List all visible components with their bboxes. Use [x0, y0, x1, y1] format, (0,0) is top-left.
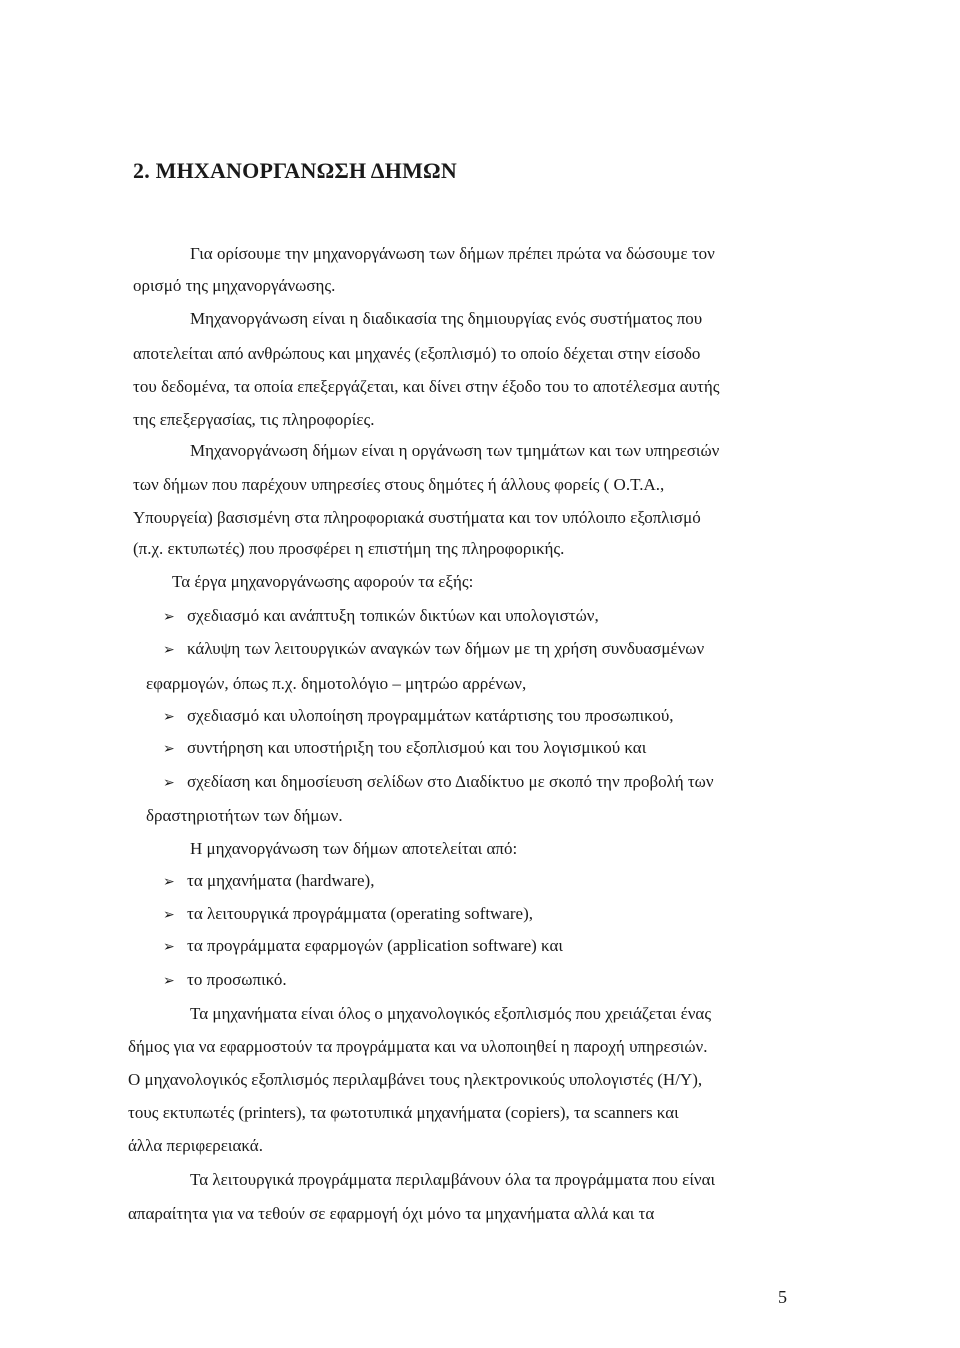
text-line: απαραίτητα για να τεθούν σε εφαρμογή όχι μόνο τα μηχανήματα αλλά και τα	[128, 1204, 655, 1223]
text-line: Μηχανοργάνωση δήμων είναι η οργάνωση των τμημάτων και των υπηρεσιών	[190, 441, 720, 460]
arrow-bullet-icon: ➢	[163, 742, 175, 757]
arrow-bullet-icon: ➢	[163, 643, 175, 658]
list-item-text: τα μηχανήματα (hardware),	[187, 871, 375, 890]
list-item	[163, 771, 714, 795]
text-line: δραστηριοτήτων των δήμων.	[146, 806, 343, 825]
list-item-text: συντήρηση και υποστήριξη του εξοπλισμού και του λογισμικού και	[187, 738, 647, 757]
arrow-bullet-icon: ➢	[163, 610, 175, 625]
text-line: της επεξεργασίας, τις πληροφορίες.	[133, 410, 375, 429]
list-item-text: σχεδιασμό και υλοποίηση προγραμμάτων κατάρτισης του προσωπικού,	[187, 706, 674, 725]
list-item-text: σχεδιασμό και ανάπτυξη τοπικών δικτύων και υπολογιστών,	[187, 606, 599, 625]
text-line: δήμος για να εφαρμοστούν τα προγράμματα και να υλοποιηθεί η παροχή υπηρεσιών.	[128, 1037, 708, 1056]
list-item-text: σχεδίαση και δημοσίευση σελίδων στο Διαδίκτυο με σκοπό την προβολή των	[187, 772, 714, 791]
text-line: των δήμων που παρέχουν υπηρεσίες στους δημότες ή άλλους φορείς ( Ο.Τ.Α.,	[133, 475, 665, 494]
arrow-bullet-icon: ➢	[163, 908, 175, 923]
text-line: Τα έργα μηχανοργάνωσης αφορούν τα εξής:	[172, 572, 474, 591]
text-line: του δεδομένα, τα οποία επεξεργάζεται, και δίνει στην έξοδο του το αποτέλεσμα αυτής	[133, 377, 720, 396]
text-line: Ο μηχανολογικός εξοπλισμός περιλαμβάνει τους ηλεκτρονικούς υπολογιστές (Η/Υ),	[128, 1070, 703, 1089]
list-item-text: τα λειτουργικά προγράμματα (operating software),	[187, 904, 533, 923]
text-line: Για ορίσουμε την μηχανοργάνωση των δήμων πρέπει πρώτα να δώσουμε τον	[190, 244, 715, 263]
text-line: (π.χ. εκτυπωτές) που προσφέρει η επιστήμη της πληροφορικής.	[133, 539, 565, 558]
text-line: Η μηχανοργάνωση των δήμων αποτελείται από:	[190, 839, 518, 858]
text-line: ορισμό της μηχανοργάνωσης.	[133, 276, 336, 295]
page-number: 5	[778, 1287, 787, 1307]
list-item	[163, 935, 563, 959]
text-line: αποτελείται από ανθρώπους και μηχανές (εξοπλισμό) το οποίο δέχεται στην είσοδο	[133, 344, 701, 363]
list-item-text: κάλυψη των λειτουργικών αναγκών των δήμων με τη χρήση συνδυασμένων	[187, 639, 705, 658]
arrow-bullet-icon: ➢	[163, 875, 175, 890]
text-line: άλλα περιφερειακά.	[128, 1136, 263, 1155]
list-item	[163, 705, 674, 729]
list-item	[163, 870, 374, 894]
text-line: Τα μηχανήματα είναι όλος ο μηχανολογικός εξοπλισμός που χρειάζεται ένας	[190, 1004, 712, 1023]
text-line: τους εκτυπωτές (printers), τα φωτοτυπικά μηχανήματα (copiers), τα scanners και	[128, 1103, 679, 1122]
section-heading: 2. ΜΗΧΑΝΟΡΓΑΝΩΣΗ ΔΗΜΩΝ	[133, 158, 457, 183]
text-line: εφαρμογών, όπως π.χ. δημοτολόγιο – μητρώο αρρένων,	[146, 674, 527, 693]
arrow-bullet-icon: ➢	[163, 710, 175, 725]
list-item	[163, 969, 287, 993]
list-item	[163, 638, 704, 662]
text-line: Μηχανοργάνωση είναι η διαδικασία της δημιουργίας ενός συστήματος που	[190, 309, 703, 328]
list-item-text: το προσωπικό.	[187, 970, 287, 989]
arrow-bullet-icon: ➢	[163, 940, 175, 955]
list-item	[163, 605, 599, 629]
list-item	[163, 737, 646, 761]
list-item-text: τα προγράμματα εφαρμογών (application software) και	[187, 936, 563, 955]
text-line: Υπουργεία) βασισμένη στα πληροφοριακά συστήματα και τον υπόλοιπο εξοπλισμό	[133, 508, 701, 527]
arrow-bullet-icon: ➢	[163, 776, 175, 791]
arrow-bullet-icon: ➢	[163, 974, 175, 989]
list-item	[163, 903, 533, 927]
text-line: Τα λειτουργικά προγράμματα περιλαμβάνουν όλα τα προγράμματα που είναι	[190, 1170, 716, 1189]
